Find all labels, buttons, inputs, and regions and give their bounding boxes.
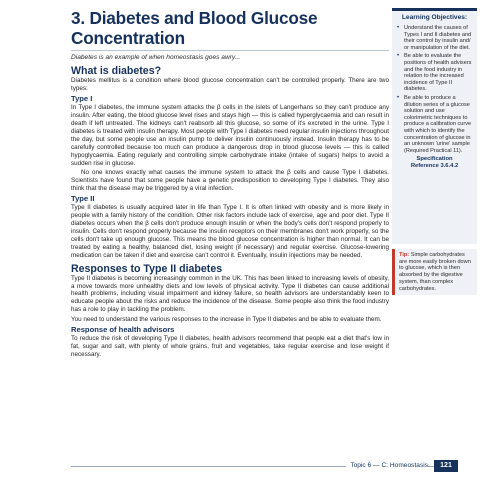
bullet-icon: • xyxy=(397,94,400,101)
advisors-paragraph-1: To reduce the risk of developing Type II diabetes, health advisors recommend that people eat a diet that's low in fat, sugar and salt, with plenty of whole grains, fruit and vegetables, take regular exercise and lose weight if necessary. xyxy=(71,334,389,358)
learning-objectives-list xyxy=(396,25,473,154)
specification-label: Specification xyxy=(416,156,453,163)
type-1-paragraph-1: In Type I diabetes, the immune system attacks the β cells in the islets of Langerhans so they can't produce any insulin. After eating, the blood glucose level rises and stays high — this is called hyperglycaemia and can result in death if left untreated. The kidneys can't reabsorb all this glucose, so some of it's excreted in the urine. Type I diabetes is treated with insulin therapy. Most people with Type I diabetes need regular insulin injections throughout the day, but some people use an insulin pump to deliver insulin continuously instead. Insulin therapy has to be carefully controlled because too much can produce a dangerous drop in blood glucose levels — this is called hypoglycaemia. Eating regularly and controlling simple carbohydrate intake (intake of sugars) helps to avoid a sudden rise in glucose. xyxy=(71,103,389,167)
responses-paragraph-1: Type II diabetes is becoming increasingly common in the UK. This has been linked to increasing levels of obesity, a move towards more unhealthy diets and low levels of physical activity. Type II diabetes can cause additional health problems, including visual impairment and kidney failure, so health advisors are understandably keen to educate people about the risks and reduce the incidence of the disease. Some people also think the food industry has a role to play in tackling the problem. xyxy=(71,274,389,314)
page-title-line2: Concentration xyxy=(71,28,185,48)
subheading-health-advisors: Response of health advisors xyxy=(71,324,175,334)
page-footer xyxy=(0,460,480,472)
page-number: 121 xyxy=(434,460,458,472)
type-2-paragraph-1: Type II diabetes is usually acquired later in life than Type I. It is often linked with obesity and is more likely in people with a family history of the condition. Other risk factors include lack of exercise, age and poor diet. Type II diabetes occurs when the β cells don't produce enough insulin or when the body's cells don't respond properly to insulin. Cells don't respond properly because the insulin receptors on their membranes don't work properly, so the cells don't take up enough glucose. This means the blood glucose concentration is higher than normal. It can be treated by eating a healthy, balanced diet, losing weight (if necessary) and regular exercise. Glucose-lowering medication can be taken if diet and exercise can't control it. Eventually, insulin injections may be needed. xyxy=(71,203,389,259)
specification-code: Reference 3.6.4.2 xyxy=(410,163,459,170)
bullet-icon: • xyxy=(397,25,400,31)
page-subtitle: Diabetes is an example of when homeostasis goes awry... xyxy=(71,54,241,61)
subheading-type-2: Type II xyxy=(71,193,95,203)
learning-objective-text: Be able to produce a dilution series of a glucose solution and use colorimetric techniques to produce a calibration curve with which to identify the concentration of glucose in an unknown 'urine' sample (Required Practical 11). xyxy=(404,94,472,154)
bullet-icon: • xyxy=(397,53,400,60)
tip-content xyxy=(399,252,473,292)
specification-reference xyxy=(396,156,473,170)
page-title xyxy=(71,8,389,51)
learning-objective-item xyxy=(396,95,473,154)
responses-paragraph-2: You need to understand the various responses to the increase in Type II diabetes and be able to evaluate them. xyxy=(71,315,382,323)
subheading-type-1: Type I xyxy=(71,93,93,103)
intro-paragraph: Diabetes mellitus is a condition where blood glucose concentration can't be controlled properly. There are two types: xyxy=(71,77,389,92)
footer-topic: Topic 6 — C: Homeostasis xyxy=(346,460,428,472)
learning-objective-text: Understand the causes of Types I and II diabetes and their control by insulin and/ or manipulation of the diet. xyxy=(404,25,472,51)
main-content xyxy=(71,8,389,359)
tip-box xyxy=(392,249,477,295)
tip-label: Tip: xyxy=(399,252,410,258)
page-title-line1: 3. Diabetes and Blood Glucose xyxy=(71,8,318,28)
tip-text: Simple carbohydrates are more easily broken down to glucose, which is then absorbed by the digestive system, than complex carbohydrates. xyxy=(399,252,471,292)
learning-objective-item xyxy=(396,25,473,51)
sidebar xyxy=(392,8,477,295)
learning-objectives-box xyxy=(392,8,477,244)
type-1-paragraph-2: No one knows exactly what causes the immune system to attack the β cells and cause Type I diabetes. Scientists have found that some people have a genetic predisposition to developing Type I diabetes. They also think that the disease may be triggered by a viral infection. xyxy=(71,169,389,192)
learning-objective-text: Be able to evaluate the positions of health advisers and the food industry in relation to the increased incidence of Type II diabetes. xyxy=(404,53,472,93)
section-heading-responses: Responses to Type II diabetes xyxy=(71,262,223,275)
learning-objectives-title: Learning Objectives: xyxy=(401,14,468,21)
section-heading-what-is-diabetes: What is diabetes? xyxy=(71,65,162,77)
learning-objective-item xyxy=(396,53,473,93)
